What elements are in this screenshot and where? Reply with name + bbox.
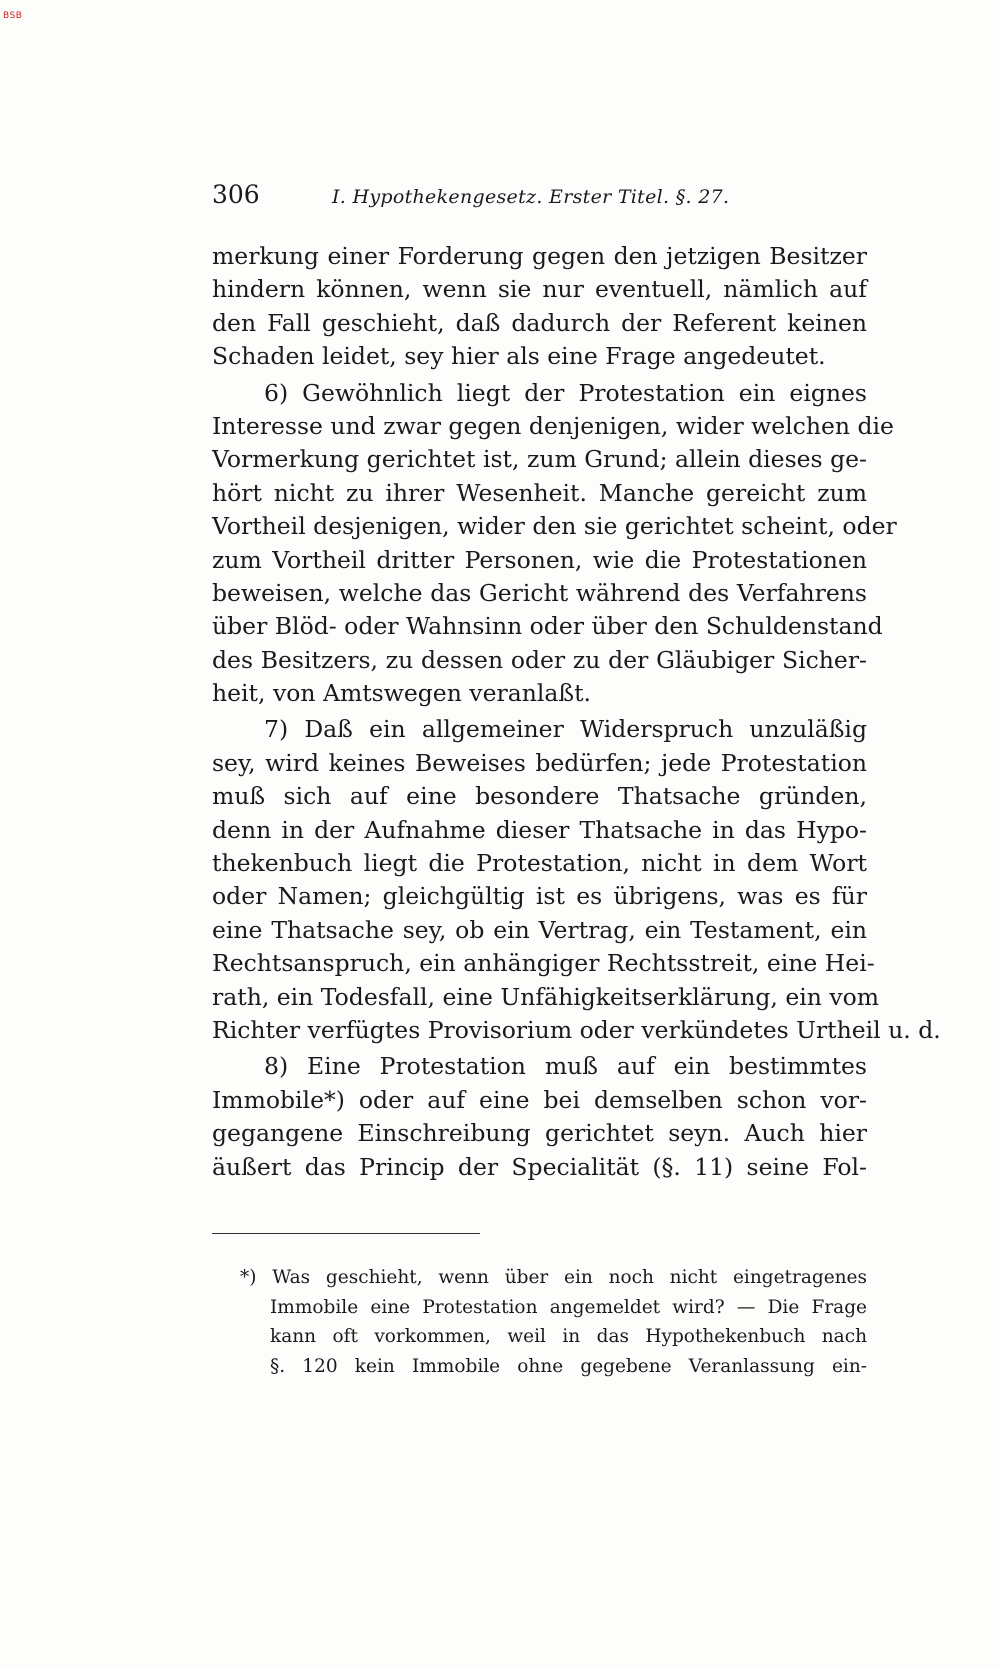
- footnote-line: Immobile eine Protestation angemeldet wird? — Die Frage: [270, 1296, 867, 1318]
- text-line: zum Vortheil dritter Personen, wie die Protestationen: [212, 545, 867, 574]
- text-line: merkung einer Forderung gegen den jetzigen Besitzer: [212, 242, 867, 270]
- text-line: denn in der Aufnahme dieser Thatsache in das Hypo-: [212, 815, 867, 844]
- main-text: [212, 240, 941, 1184]
- text-line: Vortheil desjenigen, wider den sie gerichtet scheint, oder: [212, 512, 897, 541]
- footnote: [212, 1263, 867, 1381]
- text-line: 7) Daß ein allgemeiner Widerspruch unzuläßig: [264, 715, 867, 744]
- text-line: gegangene Einschreibung gerichtet seyn. Auch hier: [212, 1119, 867, 1148]
- text-line: 8) Eine Protestation muß auf ein bestimmtes: [264, 1052, 867, 1081]
- text-line: den Fall geschieht, daß dadurch der Referent keinen: [212, 308, 867, 337]
- text-line: Interesse und zwar gegen denjenigen, wider welchen die: [212, 411, 894, 440]
- text-line: heit, von Amtswegen veranlaßt.: [212, 679, 592, 708]
- text-line: thekenbuch liegt die Protestation, nicht in dem Wort: [212, 849, 867, 878]
- library-watermark: BSB: [3, 11, 23, 21]
- text-line: über Blöd- oder Wahnsinn oder über den Schuldenstand: [212, 612, 883, 641]
- page-header: [212, 180, 732, 210]
- text-line: 6) Gewöhnlich liegt der Protestation ein eignes: [264, 378, 867, 407]
- text-line: äußert das Princip der Specialität (§. 11) seine Fol-: [212, 1152, 867, 1181]
- footnote-line: *) Was geschieht, wenn über ein noch nicht eingetragenes: [240, 1267, 867, 1288]
- running-title: I. Hypothekengesetz. Erster Titel. §. 27.: [332, 186, 730, 208]
- text-line: oder Namen; gleichgültig ist es übrigens, was es für: [212, 882, 867, 911]
- text-line: hindern können, wenn sie nur eventuell, nämlich auf: [212, 275, 867, 304]
- text-line: Schaden leidet, sey hier als eine Frage angedeutet.: [212, 342, 826, 371]
- text-line: eine Thatsache sey, ob ein Vertrag, ein Testament, ein: [212, 915, 867, 944]
- footnote-line: kann oft vorkommen, weil in das Hypothekenbuch nach: [270, 1326, 867, 1347]
- text-line: sey, wird keines Beweises bedürfen; jede Protestation: [212, 748, 867, 777]
- text-line: des Besitzers, zu dessen oder zu der Gläubiger Sicher-: [212, 645, 867, 674]
- page-number: 306: [212, 180, 260, 209]
- text-line: Immobile*) oder auf eine bei demselben schon vor-: [212, 1085, 867, 1114]
- text-line: Vormerkung gerichtet ist, zum Grund; allein dieses ge-: [212, 445, 867, 474]
- text-line: muß sich auf eine besondere Thatsache gründen,: [212, 782, 867, 811]
- text-line: hört nicht zu ihrer Wesenheit. Manche gereicht zum: [212, 478, 867, 507]
- footnote-separator: [212, 1233, 480, 1234]
- text-line: rath, ein Todesfall, eine Unfähigkeitserklärung, ein vom: [212, 982, 880, 1011]
- text-line: Rechtsanspruch, ein anhängiger Rechtsstreit, eine Hei-: [212, 949, 875, 978]
- text-line: Richter verfügtes Provisorium oder verkündetes Urtheil u. d.: [212, 1015, 941, 1044]
- footnote-line: §. 120 kein Immobile ohne gegebene Veranlassung ein-: [270, 1355, 867, 1377]
- text-line: beweisen, welche das Gericht während des Verfahrens: [212, 578, 867, 607]
